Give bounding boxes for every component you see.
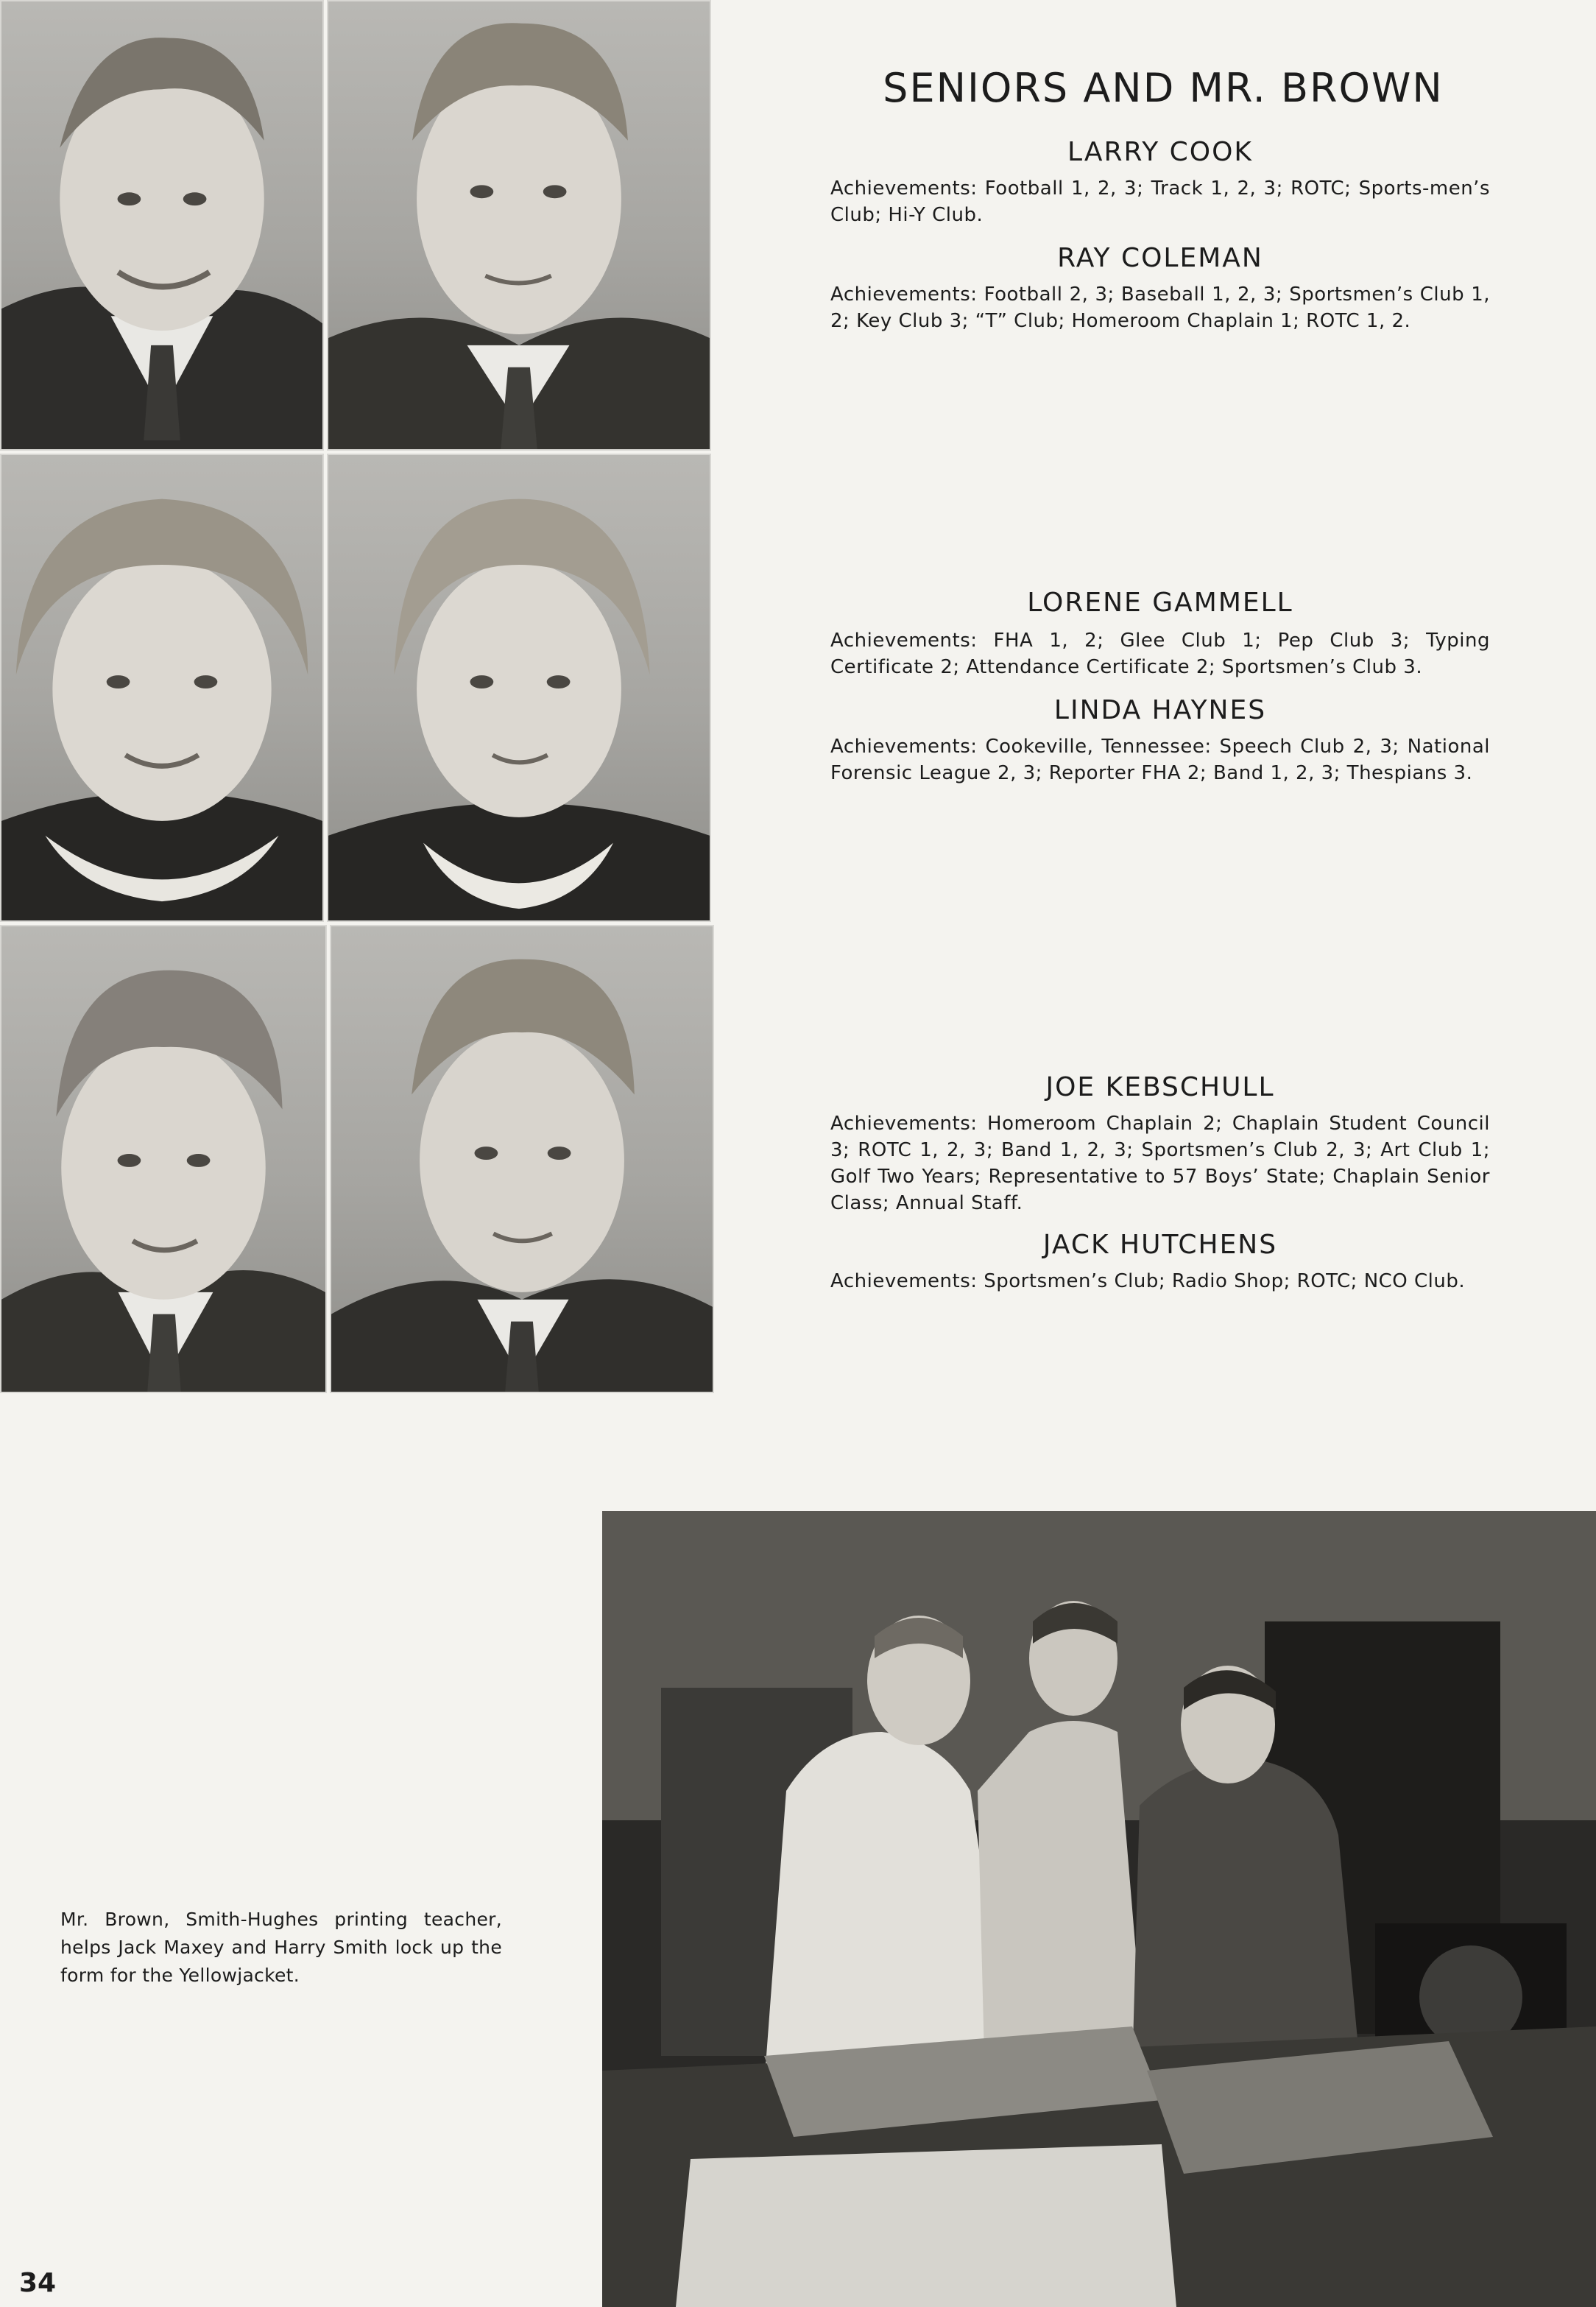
portrait-jack-hutchens (330, 925, 714, 1393)
page-number: 34 (19, 2268, 57, 2298)
senior-achievements: Achievements: Sportsmen’s Club; Radio Shop; ROTC; NCO Club. (830, 1270, 1466, 1292)
senior-achievements: Achievements: Football 1, 2, 3; Track 1, 2, 3; ROTC; Sports-men’s Club; Hi-Y Club. (830, 177, 1490, 226)
senior-achievements: Achievements: Football 2, 3; Baseball 1, 2, 3; Sportsmen’s Club 1, 2; Key Club 3; “T” Club; Homeroom Chaplain 1; ROTC 1, 2. (830, 283, 1490, 332)
portrait-joe-kebschull (0, 925, 327, 1393)
senior-achievements: Achievements: FHA 1, 2; Glee Club 1; Pep Club 3; Typing Certificate 2; Attendance Certificate 2; Sportsmen’s Club 3. (830, 630, 1490, 678)
senior-name: LINDA HAYNES (1053, 695, 1267, 725)
senior-name: LORENE GAMMELL (1027, 588, 1293, 618)
portrait-ray-coleman (327, 0, 711, 451)
portrait-larry-cook (0, 0, 324, 451)
senior-name: RAY COLEMAN (1057, 243, 1263, 273)
senior-name: JOE KEBSCHULL (1045, 1072, 1275, 1102)
portrait-linda-haynes (327, 454, 711, 922)
portrait-lorene-gammell (0, 454, 324, 922)
senior-achievements: Achievements: Cookeville, Tennessee: Speech Club 2, 3; National Forensic League 2, 3; Reporter FHA 2; Band 1, 2, 3; Thespians 3. (830, 736, 1490, 784)
senior-name: LARRY COOK (1067, 137, 1254, 167)
photo-caption: Mr. Brown, Smith-Hughes printing teacher, helps Jack Maxey and Harry Smith lock up the form for the Yellowjacket. (60, 1909, 502, 1986)
print-shop-photo (602, 1511, 1596, 2307)
senior-achievements: Achievements: Homeroom Chaplain 2; Chaplain Student Council 3; ROTC 1, 2, 3; Band 1, 2, 3; Sportsmen’s Club 2, 3; Art Club 1; Golf Two Years; Representative to 57 Boys’ State; Chaplain Senior Class; Annual Staff. (830, 1113, 1490, 1214)
page-title: SENIORS AND MR. BROWN (883, 65, 1444, 111)
senior-name: JACK HUTCHENS (1042, 1230, 1278, 1260)
